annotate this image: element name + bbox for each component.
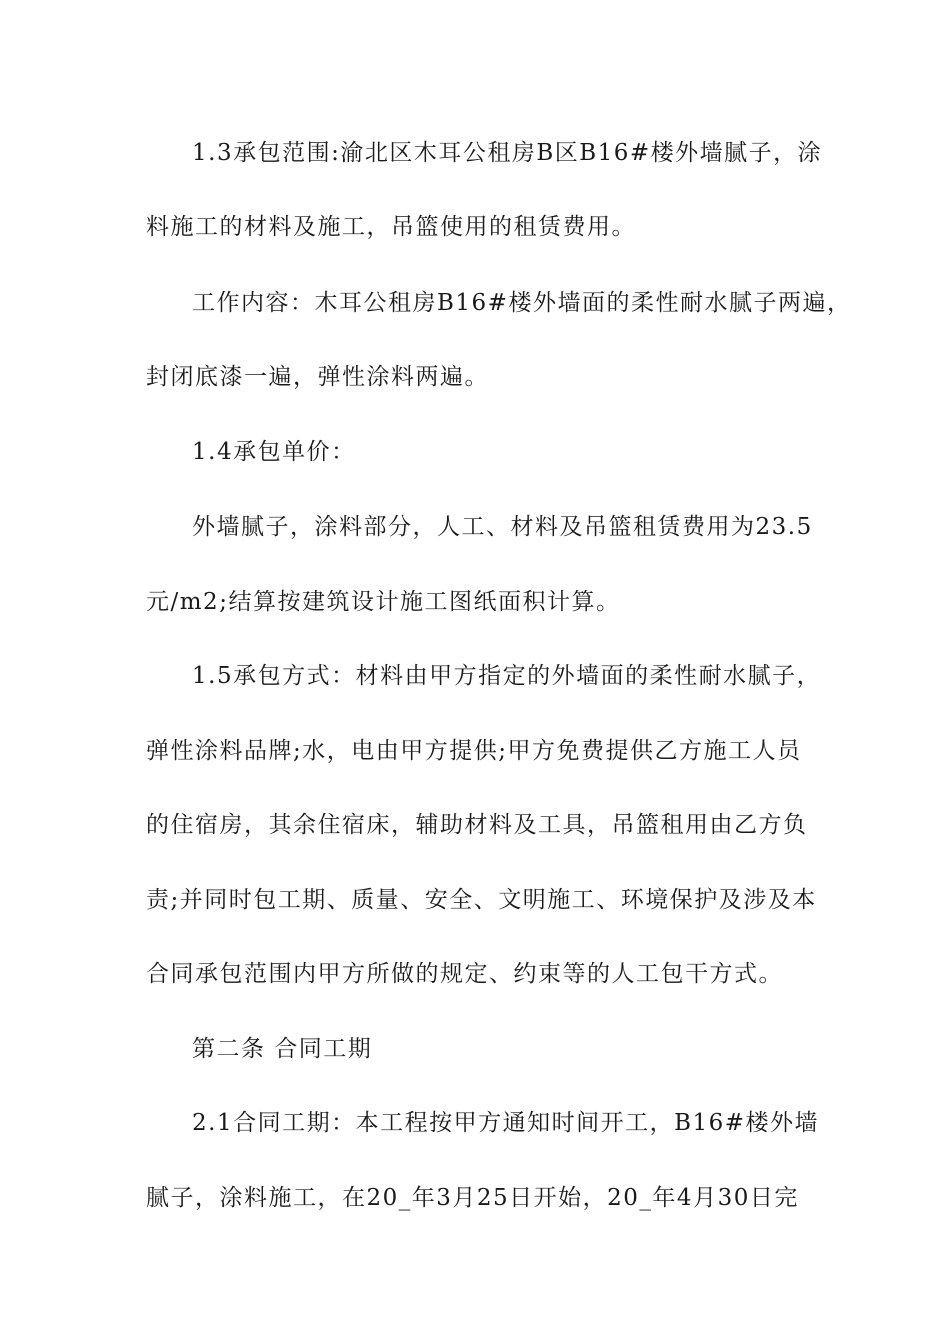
paragraph-2-1-line-1: 2.1合同工期：本工程按甲方通知时间开工，B16#楼外墙 <box>192 1110 820 1136</box>
unit-price-line-2: 元/m2;结算按建筑设计施工图纸面积计算。 <box>146 589 621 615</box>
paragraph-1-3-line-2: 料施工的材料及施工，吊篮使用的租赁费用。 <box>146 214 636 240</box>
section-1-4-heading: 1.4承包单价： <box>192 439 356 465</box>
work-content-line-2: 封闭底漆一遍，弹性涂料两遍。 <box>146 364 489 390</box>
paragraph-1-3-line-1: 1.3承包范围:渝北区木耳公租房B区B16#楼外墙腻子，涂 <box>192 140 823 166</box>
paragraph-1-5-line-3: 的住宿房，其余住宿床，辅助材料及工具，吊篮租用由乙方负 <box>146 812 808 838</box>
work-content-line-1: 工作内容：木耳公租房B16#楼外墙面的柔性耐水腻子两遍， <box>192 290 852 316</box>
paragraph-1-5-line-4: 责;并同时包工期、质量、安全、文明施工、环境保护及涉及本 <box>146 887 817 913</box>
paragraph-1-5-line-1: 1.5承包方式：材料由甲方指定的外墙面的柔性耐水腻子， <box>192 663 822 689</box>
unit-price-line-1: 外墙腻子，涂料部分，人工、材料及吊篮租赁费用为23.5 <box>192 514 813 540</box>
paragraph-2-1-line-2: 腻子，涂料施工，在20_年3月25日开始，20_年4月30日完 <box>146 1185 799 1211</box>
paragraph-1-5-line-5: 合同承包范围内甲方所做的规定、约束等的人工包干方式。 <box>146 961 783 987</box>
paragraph-1-5-line-2: 弹性涂料品牌;水，电由甲方提供;甲方免费提供乙方施工人员 <box>146 738 802 764</box>
article-2-heading: 第二条 合同工期 <box>192 1036 373 1062</box>
